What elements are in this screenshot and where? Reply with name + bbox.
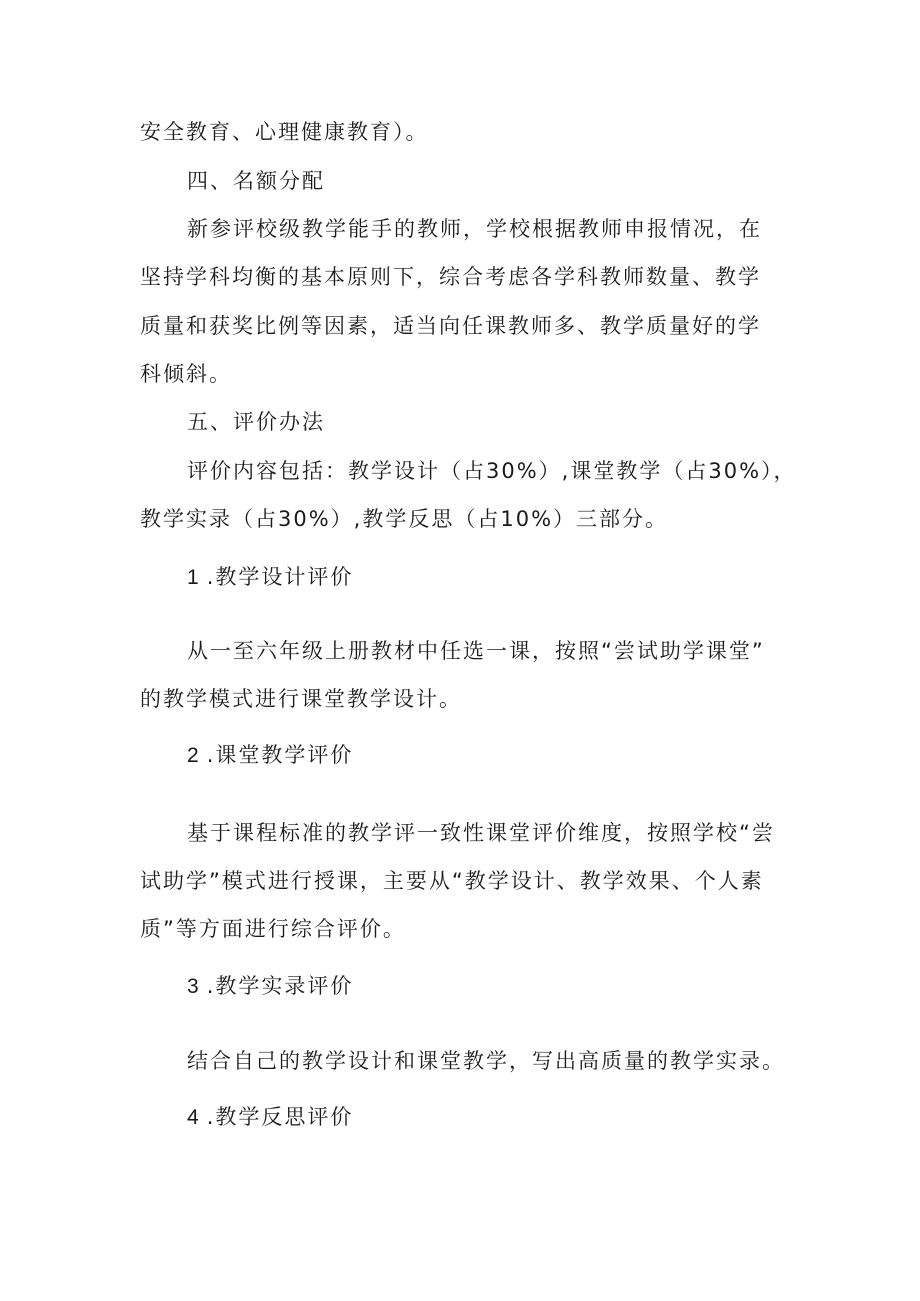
subsection-heading	[187, 745, 353, 766]
paragraph-line: 新参评校级教学能手的教师，学校根据教师申报情况，在	[187, 217, 762, 241]
paragraph-line: 坚持学科均衡的基本原则下，综合考虑各学科教师数量、教学	[140, 265, 761, 289]
paragraph-line: 评价内容包括：教学设计（占30%）,课堂教学（占30%），	[187, 459, 797, 483]
paragraph-line: 的教学模式进行课堂教学设计。	[140, 687, 462, 711]
paragraph-line: 基于课程标准的教学评一致性课堂评价维度，按照学校“尝	[187, 821, 775, 845]
subsection-heading	[187, 1107, 353, 1128]
subsection-title: .教学反思评价	[206, 1105, 354, 1129]
paragraph-line: 质量和获奖比例等因素，适当向任课教师多、教学质量好的学	[140, 314, 761, 338]
paragraph-line: 试助学”模式进行授课，主要从“教学设计、教学效果、个人素	[140, 869, 764, 893]
subsection-title: .教学实录评价	[206, 974, 354, 998]
paragraph-line: 科倾斜。	[140, 362, 232, 386]
paragraph-line: 教学实录（占30%）,教学反思（占10%）三部分。	[140, 507, 669, 531]
section-heading: 四、名额分配	[187, 169, 325, 193]
paragraph-line: 从一至六年级上册教材中任选一课，按照“尝试助学课堂”	[187, 639, 765, 663]
subsection-heading	[187, 567, 353, 588]
subsection-title: .教学设计评价	[206, 565, 354, 589]
subsection-number: 3	[187, 975, 199, 998]
subsection-title: .课堂教学评价	[206, 743, 354, 767]
paragraph-line: 安全教育、心理健康教育）。	[140, 120, 429, 144]
paragraph-line: 质”等方面进行综合评价。	[140, 917, 406, 941]
subsection-heading	[187, 976, 353, 997]
subsection-number: 1	[187, 566, 199, 589]
subsection-number: 2	[187, 744, 199, 767]
subsection-number: 4	[187, 1106, 199, 1129]
paragraph-line: 结合自己的教学设计和课堂教学，写出高质量的教学实录。	[187, 1049, 785, 1073]
section-heading: 五、评价办法	[187, 410, 325, 434]
